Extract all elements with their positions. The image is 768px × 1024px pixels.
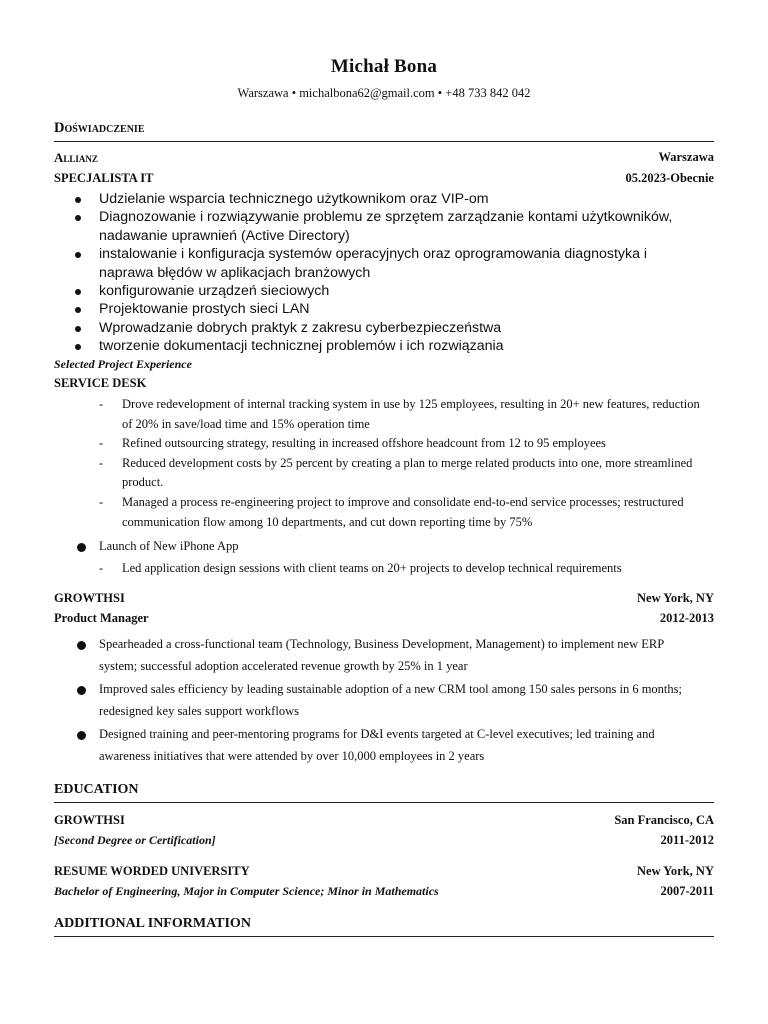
launch-list	[54, 536, 714, 558]
dash-icon: -	[99, 561, 104, 575]
list-item: Improved sales efficiency by leading sustainable adoption of a new CRM tool among 150 sales persons in 6 months; redesigned key sales support workflows	[54, 679, 714, 722]
list-item: Diagnozowanie i rozwiązywanie problemu ze sprzętem zarządzanie kontami użytkowników, nadawanie uprawnień (Active Directory)	[54, 208, 694, 245]
school-location: New York, NY	[637, 864, 714, 878]
school-location: San Francisco, CA	[614, 813, 714, 827]
project-bullet-list	[54, 395, 714, 532]
list-item: Projektowanie prostych sieci LAN	[54, 300, 694, 318]
job-title: Product Manager	[54, 611, 149, 625]
job-dates: 2012-2013	[659, 611, 714, 625]
degree-row	[54, 833, 714, 848]
degree-name: [Second Degree or Certification]	[54, 833, 216, 847]
bullet-icon	[77, 641, 86, 650]
list-item: Wprowadzanie dobrych praktyk z zakresu cyberbezpieczeństwa	[54, 319, 694, 337]
bullet-icon	[77, 543, 86, 552]
list-item: - Led application design sessions with client teams on 20+ projects to develop technical requirements	[54, 559, 714, 579]
bullet-icon	[75, 344, 81, 350]
launch-sub-list	[54, 559, 714, 579]
bullet-icon	[75, 215, 81, 221]
job-dates: 05.2023-Obecnie	[625, 171, 714, 185]
bullet-icon	[75, 289, 81, 295]
job-title-row	[54, 171, 714, 186]
job-header-row	[54, 150, 714, 166]
list-item: - Reduced development costs by 25 percent by creating a plan to merge related products into one, more streamlined product.	[99, 455, 693, 490]
job-location: Warszawa	[658, 150, 714, 164]
school-dates: 2007-2011	[660, 884, 714, 898]
school-row	[54, 813, 714, 828]
bullet-icon	[77, 731, 86, 740]
company-name: GROWTHSI	[54, 591, 125, 605]
school-dates: 2011-2012	[660, 833, 714, 847]
school-row	[54, 864, 714, 879]
list-item: - Refined outsourcing strategy, resulting in increased offshore headcount from 12 to 95 employees	[54, 434, 714, 454]
candidate-name: Michał Bona	[330, 56, 438, 77]
dash-icon: -	[99, 397, 104, 411]
company-name: Allianz	[54, 150, 98, 165]
bullet-icon	[75, 307, 81, 313]
bullet-icon	[75, 252, 81, 258]
dash-icon: -	[99, 494, 104, 509]
job2-bullet-list	[54, 634, 714, 768]
dash-icon: -	[99, 436, 104, 451]
list-item: - Drove redevelopment of internal tracking system in use by 125 employees, resulting in 20+ new features, reduction of 20% in save/load time and 15% operation time	[99, 397, 700, 431]
list-item: Launch of New iPhone App	[54, 536, 714, 558]
bullet-icon	[75, 326, 81, 332]
list-item: konfigurowanie urządzeń sieciowych	[54, 282, 694, 300]
list-item: Udzielanie wsparcia technicznego użytkownikom oraz VIP-om	[54, 190, 694, 208]
list-item: tworzenie dokumentacji technicznej problemów i ich rozwiązania	[54, 337, 694, 355]
job-bullet-list	[54, 190, 694, 356]
school-name: RESUME WORDED UNIVERSITY	[54, 864, 250, 878]
dash-icon: -	[99, 455, 104, 470]
experience-heading: Doświadczenie	[54, 120, 714, 142]
list-item: Spearheaded a cross-functional team (Technology, Business Development, Management) to implement new ERP system; successful adoption accelerated revenue growth by 25% in 1 year	[54, 634, 714, 677]
contact-line: Warszawa • michalbona62@gmail.com • +48 733 842 042	[237, 86, 531, 100]
bullet-icon	[75, 197, 81, 203]
education-heading: EDUCATION	[54, 782, 714, 803]
job2-header-row	[54, 591, 714, 606]
degree-name: Bachelor of Engineering, Major in Computer Science; Minor in Mathematics	[54, 884, 439, 898]
degree-row	[54, 884, 714, 899]
bullet-icon	[77, 686, 86, 695]
list-item: instalowanie i konfiguracja systemów operacyjnych oraz oprogramowania diagnostyka i naprawa błędów w aplikacjach branżowych	[54, 245, 694, 282]
list-item: Designed training and peer-mentoring programs for D&I events targeted at C-level executives; led training and awareness initiatives that were attended by over 10,000 employees in 2 years	[54, 724, 714, 767]
job-title: SPECJALISTA IT	[54, 171, 154, 185]
project-title: SERVICE DESK	[54, 376, 147, 390]
additional-info-heading: ADDITIONAL INFORMATION	[54, 916, 714, 937]
job-location: New York, NY	[637, 591, 714, 605]
school-name: GROWTHSI	[54, 813, 125, 827]
job2-title-row	[54, 611, 714, 626]
list-item: - Managed a process re-engineering project to improve and consolidate end-to-end service processes; restructured communication flow among 10 departments, and cut down reporting time by 75%	[99, 494, 684, 529]
project-section-heading: Selected Project Experience	[54, 357, 192, 371]
